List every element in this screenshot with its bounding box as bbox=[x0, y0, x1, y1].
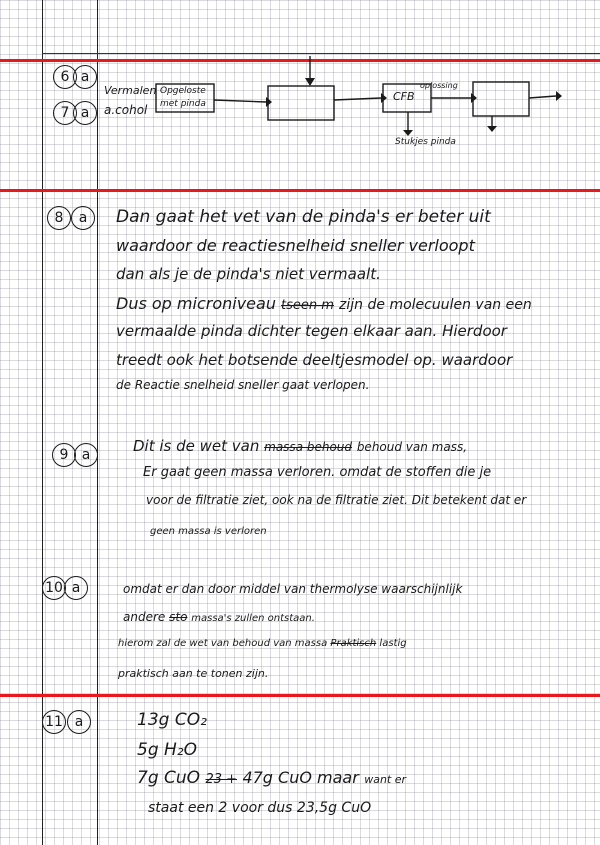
q8-line-2: waardoor de reactiesnelheid sneller verloopt bbox=[116, 236, 475, 255]
q9-line-2: Er gaat geen massa verloren. omdat de stoffen die je bbox=[143, 465, 492, 480]
q11-line-3 bbox=[137, 768, 406, 788]
q8-struck-text: tseen m bbox=[281, 298, 334, 313]
q10-line-2 bbox=[123, 610, 315, 624]
q9-letter: a bbox=[74, 443, 98, 467]
q10-line-4: praktisch aan te tonen zijn. bbox=[118, 667, 269, 680]
q11-line-1: 13g CO₂ bbox=[137, 710, 207, 730]
q10-line-3 bbox=[118, 638, 407, 649]
q9-line-4: geen massa is verloren bbox=[150, 526, 267, 537]
q9-struck-text: massa behoud bbox=[264, 440, 353, 454]
q8-line-5: vermaalde pinda dichter tegen elkaar aan. Hierdoor bbox=[116, 322, 507, 340]
q10-struck-text: sto bbox=[169, 610, 188, 624]
q10-line-3-start: hierom zal de wet van behoud van massa bbox=[118, 638, 328, 649]
q10-line-1: omdat er dan door middel van thermolyse waarschijnlijk bbox=[123, 582, 463, 596]
q8-line-4-end: zijn de molecuulen van een bbox=[339, 297, 532, 313]
q8-letter: a bbox=[71, 206, 95, 230]
diagram-box3-label: CFB bbox=[393, 90, 415, 103]
q11-line-3-mid: 47g CuO maar bbox=[242, 768, 359, 787]
q9-line-3: voor de filtratie ziet, ook na de filtratie ziet. Dit betekent dat er bbox=[146, 493, 527, 507]
q11-letter: a bbox=[67, 710, 91, 734]
arrow-1 bbox=[214, 100, 266, 102]
q11-line-4: staat een 2 voor dus 23,5g CuO bbox=[148, 800, 372, 816]
q8-line-7: de Reactie snelheid sneller gaat verlopen. bbox=[116, 378, 370, 392]
arrow-2 bbox=[334, 98, 381, 100]
q8-line-3: dan als je de pinda's niet vermaalt. bbox=[116, 265, 381, 283]
q10-number: 10 bbox=[42, 576, 66, 600]
q8-line-4-text: Dus op microniveau bbox=[116, 294, 276, 313]
diagram-below-box3: Stukjes pinda bbox=[395, 137, 456, 147]
q6-letter: a bbox=[73, 65, 97, 89]
q9-line-1-start: Dit is de wet van bbox=[133, 437, 260, 455]
q9-line-1 bbox=[133, 437, 467, 455]
q9-number: 9 bbox=[52, 443, 76, 467]
diagram-box-3 bbox=[383, 84, 431, 112]
q10-line-3-end: lastig bbox=[379, 638, 407, 649]
q8-line-4 bbox=[116, 294, 532, 313]
q10-struck-text-2: Praktisch bbox=[330, 638, 377, 649]
q11-line-2: 5g H₂O bbox=[137, 740, 197, 760]
diagram-box1-line2: met pinda bbox=[160, 99, 206, 109]
q10-letter: a bbox=[64, 576, 88, 600]
q11-line-3-start: 7g CuO bbox=[137, 768, 201, 788]
q8-number: 8 bbox=[47, 206, 71, 230]
q10-line-2-start: andere bbox=[123, 610, 166, 624]
q11-line-3-end: want er bbox=[364, 773, 407, 786]
diagram-box-2 bbox=[268, 86, 334, 120]
q7-number: 7 bbox=[53, 101, 77, 125]
q6-number: 6 bbox=[53, 65, 77, 89]
q8-line-1: Dan gaat het vet van de pinda's er beter uit bbox=[116, 207, 491, 227]
diagram-box-1 bbox=[156, 84, 214, 112]
diagram-box1-line1: Opgeloste bbox=[160, 86, 206, 96]
q8-line-6: treedt ook het botsende deeltjesmodel op. waardoor bbox=[116, 351, 513, 369]
q11-struck-text: 23 + bbox=[205, 772, 238, 787]
q11-number: 11 bbox=[42, 710, 66, 734]
q10-line-2-end: massa's zullen ontstaan. bbox=[191, 613, 315, 624]
q7-letter: a bbox=[73, 101, 97, 125]
diagram-box-4 bbox=[473, 82, 529, 116]
diagram-input-line1: Vermalen bbox=[104, 84, 157, 97]
q9-line-1-end: behoud van mass, bbox=[356, 440, 468, 454]
arrow-4 bbox=[529, 96, 556, 98]
diagram-input-line2: a.cohol bbox=[104, 103, 148, 117]
diagram-above-box3: oplossing bbox=[420, 81, 458, 90]
